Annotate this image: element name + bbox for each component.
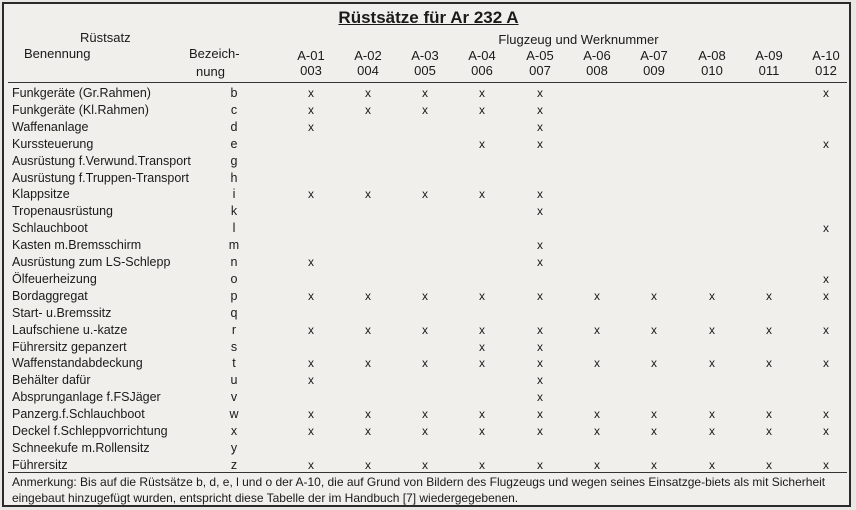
row-bezeichnung: k bbox=[230, 204, 238, 219]
mark-a-02: x bbox=[365, 102, 371, 117]
footer-rule bbox=[8, 472, 847, 473]
mark-a-08: x bbox=[709, 424, 715, 438]
table-row bbox=[4, 305, 853, 322]
column-header-a-05 bbox=[510, 48, 570, 78]
page-title: Rüstsätze für Ar 232 A bbox=[338, 8, 519, 27]
column-header-a-09 bbox=[739, 48, 799, 78]
row-bezeichnung: r bbox=[231, 322, 237, 337]
mark-a-10: x bbox=[823, 457, 829, 472]
row-benennung: Schlauchboot bbox=[12, 221, 88, 236]
mark-a-04: x bbox=[479, 339, 485, 354]
mark-a-05: x bbox=[537, 204, 543, 219]
row-bezeichnung: q bbox=[230, 305, 238, 320]
mark-a-02: x bbox=[365, 86, 371, 100]
row-bezeichnung: t bbox=[232, 356, 236, 371]
mark-a-01: x bbox=[308, 86, 314, 100]
mark-a-10: x bbox=[823, 424, 829, 438]
mark-a-06: x bbox=[594, 407, 600, 422]
header-flugzeug: Flugzeug und Werknummer bbox=[498, 32, 659, 47]
mark-a-07: x bbox=[651, 424, 657, 438]
row-benennung: Absprunganlage f.FSJäger bbox=[12, 390, 161, 405]
column-header-werknummer: 003 bbox=[300, 63, 322, 78]
row-benennung: Laufschiene u.-katze bbox=[12, 322, 128, 337]
mark-a-04: x bbox=[479, 136, 485, 151]
row-benennung: Ausrüstung f.Truppen-Transport bbox=[12, 170, 189, 185]
row-benennung: Führersitz gepanzert bbox=[12, 339, 127, 354]
mark-a-05: x bbox=[537, 288, 543, 303]
table-row bbox=[4, 339, 853, 356]
mark-a-10: x bbox=[823, 407, 829, 422]
column-header-id: A-03 bbox=[411, 48, 439, 63]
column-header-a-08 bbox=[682, 48, 742, 78]
mark-a-06: x bbox=[594, 288, 600, 303]
table-row bbox=[4, 440, 853, 457]
mark-a-03: x bbox=[422, 424, 428, 438]
mark-a-10: x bbox=[823, 271, 829, 286]
column-header-id: A-10 bbox=[812, 48, 840, 63]
column-header-werknummer: 010 bbox=[701, 63, 723, 78]
header-bezeichnung-2: nung bbox=[196, 64, 225, 79]
row-benennung: Behälter dafür bbox=[12, 373, 91, 388]
row-bezeichnung: h bbox=[230, 170, 238, 185]
row-benennung: Schneekufe m.Rollensitz bbox=[12, 440, 150, 455]
mark-a-05: x bbox=[537, 407, 543, 422]
mark-a-05: x bbox=[537, 339, 543, 354]
mark-a-10: x bbox=[823, 356, 829, 371]
mark-a-06: x bbox=[594, 322, 600, 337]
mark-a-04: x bbox=[479, 187, 485, 202]
header-bezeichnung-1: Bezeich- bbox=[189, 46, 240, 61]
table-row bbox=[4, 406, 853, 423]
row-benennung: Ausrüstung zum LS-Schlepp bbox=[12, 255, 171, 269]
mark-a-01: x bbox=[308, 255, 314, 269]
mark-a-02: x bbox=[365, 424, 371, 438]
mark-a-04: x bbox=[479, 407, 485, 422]
table-row bbox=[4, 85, 853, 102]
row-bezeichnung: l bbox=[232, 221, 236, 236]
mark-a-04: x bbox=[479, 288, 485, 303]
column-header-werknummer: 008 bbox=[586, 63, 608, 78]
mark-a-07: x bbox=[651, 356, 657, 371]
row-bezeichnung: y bbox=[230, 440, 238, 455]
column-header-werknummer: 011 bbox=[758, 63, 780, 78]
row-bezeichnung: i bbox=[232, 187, 236, 202]
mark-a-04: x bbox=[479, 424, 485, 438]
row-bezeichnung: p bbox=[230, 288, 238, 303]
row-benennung: Panzerg.f.Schlauchboot bbox=[12, 407, 145, 422]
table-row bbox=[4, 170, 853, 187]
mark-a-07: x bbox=[651, 457, 657, 472]
mark-a-08: x bbox=[709, 322, 715, 337]
header-benennung: Benennung bbox=[24, 46, 91, 61]
mark-a-05: x bbox=[537, 102, 543, 117]
mark-a-04: x bbox=[479, 457, 485, 472]
mark-a-05: x bbox=[537, 238, 543, 253]
mark-a-04: x bbox=[479, 86, 485, 100]
mark-a-05: x bbox=[537, 457, 543, 472]
table-row bbox=[4, 254, 853, 271]
mark-a-09: x bbox=[766, 424, 772, 438]
table-row bbox=[4, 186, 853, 203]
row-benennung: Klappsitze bbox=[12, 187, 70, 202]
row-bezeichnung: m bbox=[228, 238, 240, 253]
mark-a-05: x bbox=[537, 187, 543, 202]
mark-a-05: x bbox=[537, 373, 543, 388]
table-row bbox=[4, 237, 853, 254]
table-sheet bbox=[2, 2, 851, 507]
mark-a-01: x bbox=[308, 407, 314, 422]
mark-a-03: x bbox=[422, 356, 428, 371]
mark-a-04: x bbox=[479, 322, 485, 337]
column-header-werknummer: 007 bbox=[529, 63, 551, 78]
mark-a-10: x bbox=[823, 136, 829, 151]
mark-a-01: x bbox=[308, 373, 314, 388]
column-header-a-04 bbox=[452, 48, 512, 78]
column-header-a-10 bbox=[796, 48, 856, 78]
mark-a-03: x bbox=[422, 187, 428, 202]
row-bezeichnung: d bbox=[230, 119, 238, 134]
table-row bbox=[4, 423, 853, 440]
mark-a-09: x bbox=[766, 457, 772, 472]
row-benennung: Ausrüstung f.Verwund.Transport bbox=[12, 153, 191, 168]
table-row bbox=[4, 322, 853, 339]
row-benennung: Waffenanlage bbox=[12, 119, 89, 134]
mark-a-02: x bbox=[365, 407, 371, 422]
mark-a-05: x bbox=[537, 136, 543, 151]
row-bezeichnung: x bbox=[230, 424, 238, 438]
mark-a-08: x bbox=[709, 407, 715, 422]
column-header-id: A-09 bbox=[755, 48, 783, 63]
mark-a-07: x bbox=[651, 407, 657, 422]
mark-a-01: x bbox=[308, 187, 314, 202]
column-header-id: A-06 bbox=[583, 48, 611, 63]
table-row bbox=[4, 102, 853, 119]
row-bezeichnung: w bbox=[229, 407, 239, 422]
mark-a-10: x bbox=[823, 288, 829, 303]
mark-a-09: x bbox=[766, 288, 772, 303]
table-row bbox=[4, 153, 853, 170]
table-row bbox=[4, 372, 853, 389]
mark-a-05: x bbox=[537, 86, 543, 100]
mark-a-05: x bbox=[537, 255, 543, 269]
footnote: Anmerkung: Bis auf die Rüstsätze b, d, e, l und o der A-10, die auf Grund von Bildern des Flugzeugs und wegen seines Einsatzge-biets als mit Sicherheit eingebaut hinzugefügt wurden, entspricht diese Tabelle der im Handbuch [7] wiedergegebenen. bbox=[12, 475, 826, 505]
table-row bbox=[4, 136, 853, 153]
column-header-werknummer: 006 bbox=[471, 63, 493, 78]
row-bezeichnung: b bbox=[230, 86, 238, 100]
mark-a-10: x bbox=[823, 221, 829, 236]
mark-a-04: x bbox=[479, 102, 485, 117]
mark-a-09: x bbox=[766, 407, 772, 422]
mark-a-01: x bbox=[308, 288, 314, 303]
row-bezeichnung: v bbox=[230, 390, 238, 405]
mark-a-06: x bbox=[594, 356, 600, 371]
mark-a-04: x bbox=[479, 356, 485, 371]
row-benennung: Tropenausrüstung bbox=[12, 204, 113, 219]
column-header-a-06 bbox=[567, 48, 627, 78]
mark-a-10: x bbox=[823, 86, 829, 100]
table-row bbox=[4, 355, 853, 372]
table-row bbox=[4, 389, 853, 406]
mark-a-07: x bbox=[651, 288, 657, 303]
mark-a-10: x bbox=[823, 322, 829, 337]
column-header-id: A-04 bbox=[468, 48, 496, 63]
row-bezeichnung: e bbox=[230, 136, 238, 151]
mark-a-08: x bbox=[709, 356, 715, 371]
column-header-werknummer: 009 bbox=[643, 63, 665, 78]
table-row bbox=[4, 119, 853, 136]
row-bezeichnung: g bbox=[230, 153, 238, 168]
mark-a-02: x bbox=[365, 322, 371, 337]
table-row bbox=[4, 220, 853, 237]
column-header-a-01 bbox=[281, 48, 341, 78]
mark-a-01: x bbox=[308, 356, 314, 371]
column-header-id: A-05 bbox=[526, 48, 554, 63]
mark-a-05: x bbox=[537, 322, 543, 337]
mark-a-05: x bbox=[537, 424, 543, 438]
row-benennung: Waffenstandabdeckung bbox=[12, 356, 143, 371]
column-header-id: A-01 bbox=[297, 48, 325, 63]
row-bezeichnung: o bbox=[230, 271, 238, 286]
mark-a-03: x bbox=[422, 288, 428, 303]
row-benennung: Ölfeuerheizung bbox=[12, 271, 97, 286]
mark-a-02: x bbox=[365, 288, 371, 303]
mark-a-06: x bbox=[594, 424, 600, 438]
column-header-a-03 bbox=[395, 48, 455, 78]
row-benennung: Deckel f.Schleppvorrichtung bbox=[12, 424, 168, 438]
mark-a-03: x bbox=[422, 407, 428, 422]
mark-a-02: x bbox=[365, 187, 371, 202]
row-benennung: Führersitz bbox=[12, 457, 68, 472]
row-benennung: Funkgeräte (Kl.Rahmen) bbox=[12, 102, 149, 117]
row-benennung: Kasten m.Bremsschirm bbox=[12, 238, 142, 253]
mark-a-09: x bbox=[766, 322, 772, 337]
table-row bbox=[4, 203, 853, 220]
mark-a-05: x bbox=[537, 119, 543, 134]
row-benennung: Start- u.Bremssitz bbox=[12, 305, 112, 320]
mark-a-01: x bbox=[308, 119, 314, 134]
column-header-id: A-02 bbox=[354, 48, 382, 63]
row-benennung: Bordaggregat bbox=[12, 288, 88, 303]
mark-a-02: x bbox=[365, 356, 371, 371]
column-header-id: A-07 bbox=[640, 48, 668, 63]
mark-a-01: x bbox=[308, 424, 314, 438]
header-rule bbox=[8, 82, 847, 83]
mark-a-02: x bbox=[365, 457, 371, 472]
mark-a-01: x bbox=[308, 102, 314, 117]
table-row bbox=[4, 271, 853, 288]
table-row bbox=[4, 288, 853, 305]
row-bezeichnung: s bbox=[230, 339, 238, 354]
row-benennung: Funkgeräte (Gr.Rahmen) bbox=[12, 86, 151, 100]
mark-a-03: x bbox=[422, 86, 428, 100]
mark-a-09: x bbox=[766, 356, 772, 371]
column-header-werknummer: 004 bbox=[357, 63, 379, 78]
mark-a-01: x bbox=[308, 457, 314, 472]
mark-a-03: x bbox=[422, 457, 428, 472]
mark-a-06: x bbox=[594, 457, 600, 472]
column-header-werknummer: 005 bbox=[414, 63, 436, 78]
mark-a-01: x bbox=[308, 322, 314, 337]
header-ruestsatz: Rüstsatz bbox=[80, 30, 131, 45]
column-header-id: A-08 bbox=[698, 48, 726, 63]
mark-a-05: x bbox=[537, 390, 543, 405]
mark-a-08: x bbox=[709, 288, 715, 303]
mark-a-03: x bbox=[422, 102, 428, 117]
column-header-a-07 bbox=[624, 48, 684, 78]
row-bezeichnung: n bbox=[230, 255, 238, 269]
column-header-a-02 bbox=[338, 48, 398, 78]
mark-a-03: x bbox=[422, 322, 428, 337]
row-bezeichnung: c bbox=[230, 102, 238, 117]
row-bezeichnung: u bbox=[230, 373, 238, 388]
mark-a-07: x bbox=[651, 322, 657, 337]
row-bezeichnung: z bbox=[230, 457, 238, 472]
row-benennung: Kurssteuerung bbox=[12, 136, 94, 151]
mark-a-05: x bbox=[537, 356, 543, 371]
mark-a-08: x bbox=[709, 457, 715, 472]
column-header-werknummer: 012 bbox=[815, 63, 837, 78]
